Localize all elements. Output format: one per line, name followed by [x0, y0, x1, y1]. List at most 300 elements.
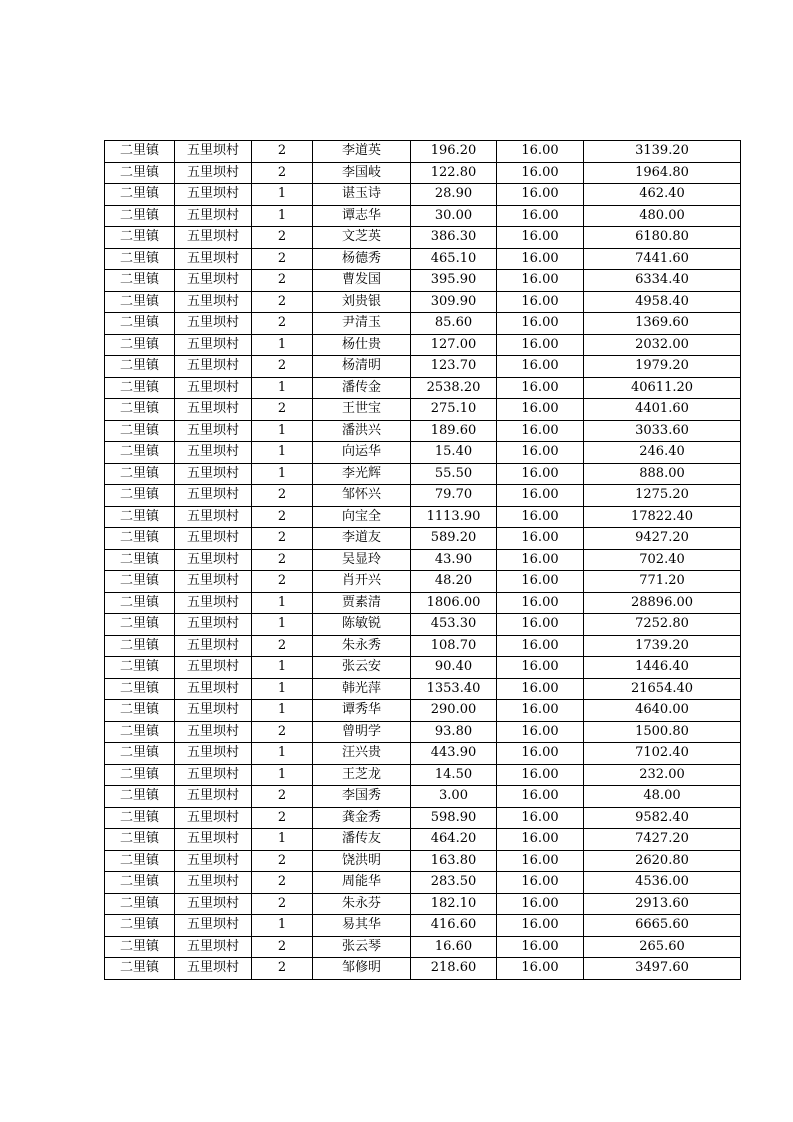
- cell-area: 127.00: [411, 334, 497, 356]
- cell-name: 易其华: [313, 915, 411, 937]
- cell-village: 五里坝村: [175, 399, 252, 421]
- cell-village: 五里坝村: [175, 356, 252, 378]
- cell-town: 二里镇: [105, 205, 175, 227]
- table-row: [105, 420, 741, 442]
- cell-village: 五里坝村: [175, 700, 252, 722]
- cell-name: 汪兴贵: [313, 743, 411, 765]
- cell-town: 二里镇: [105, 829, 175, 851]
- cell-rate: 16.00: [497, 528, 584, 550]
- cell-name: 谭志华: [313, 205, 411, 227]
- cell-rate: 16.00: [497, 786, 584, 808]
- cell-area: 16.60: [411, 936, 497, 958]
- cell-area: 309.90: [411, 291, 497, 313]
- cell-rate: 16.00: [497, 356, 584, 378]
- cell-name: 邹修明: [313, 958, 411, 980]
- cell-amount: 40611.20: [584, 377, 741, 399]
- cell-name: 龚金秀: [313, 807, 411, 829]
- cell-area: 443.90: [411, 743, 497, 765]
- cell-amount: 7441.60: [584, 248, 741, 270]
- table-row: [105, 184, 741, 206]
- cell-count: 1: [252, 829, 313, 851]
- cell-village: 五里坝村: [175, 786, 252, 808]
- table-row: [105, 872, 741, 894]
- cell-name: 贾素清: [313, 592, 411, 614]
- cell-amount: 3033.60: [584, 420, 741, 442]
- cell-count: 2: [252, 635, 313, 657]
- cell-town: 二里镇: [105, 614, 175, 636]
- cell-count: 2: [252, 571, 313, 593]
- cell-amount: 1446.40: [584, 657, 741, 679]
- cell-name: 潘传友: [313, 829, 411, 851]
- cell-count: 1: [252, 420, 313, 442]
- cell-town: 二里镇: [105, 721, 175, 743]
- cell-name: 韩光萍: [313, 678, 411, 700]
- cell-village: 五里坝村: [175, 463, 252, 485]
- cell-village: 五里坝村: [175, 958, 252, 980]
- cell-amount: 2620.80: [584, 850, 741, 872]
- cell-rate: 16.00: [497, 399, 584, 421]
- cell-count: 2: [252, 872, 313, 894]
- cell-count: 2: [252, 893, 313, 915]
- cell-rate: 16.00: [497, 442, 584, 464]
- cell-name: 李国秀: [313, 786, 411, 808]
- cell-amount: 1964.80: [584, 162, 741, 184]
- cell-amount: 1979.20: [584, 356, 741, 378]
- cell-village: 五里坝村: [175, 657, 252, 679]
- cell-area: 283.50: [411, 872, 497, 894]
- cell-area: 55.50: [411, 463, 497, 485]
- cell-amount: 4536.00: [584, 872, 741, 894]
- cell-amount: 9427.20: [584, 528, 741, 550]
- table-row: [105, 571, 741, 593]
- cell-amount: 265.60: [584, 936, 741, 958]
- cell-village: 五里坝村: [175, 184, 252, 206]
- cell-town: 二里镇: [105, 872, 175, 894]
- cell-name: 杨清明: [313, 356, 411, 378]
- cell-rate: 16.00: [497, 721, 584, 743]
- cell-village: 五里坝村: [175, 162, 252, 184]
- cell-area: 43.90: [411, 549, 497, 571]
- cell-town: 二里镇: [105, 850, 175, 872]
- cell-town: 二里镇: [105, 657, 175, 679]
- table-row: [105, 893, 741, 915]
- cell-count: 1: [252, 764, 313, 786]
- cell-area: 598.90: [411, 807, 497, 829]
- cell-rate: 16.00: [497, 850, 584, 872]
- cell-town: 二里镇: [105, 807, 175, 829]
- cell-rate: 16.00: [497, 592, 584, 614]
- cell-count: 1: [252, 463, 313, 485]
- cell-area: 218.60: [411, 958, 497, 980]
- cell-rate: 16.00: [497, 420, 584, 442]
- cell-area: 465.10: [411, 248, 497, 270]
- table-row: [105, 786, 741, 808]
- cell-village: 五里坝村: [175, 205, 252, 227]
- cell-count: 1: [252, 743, 313, 765]
- cell-town: 二里镇: [105, 678, 175, 700]
- cell-name: 曹发国: [313, 270, 411, 292]
- cell-town: 二里镇: [105, 356, 175, 378]
- cell-rate: 16.00: [497, 936, 584, 958]
- cell-name: 张云安: [313, 657, 411, 679]
- cell-rate: 16.00: [497, 205, 584, 227]
- cell-village: 五里坝村: [175, 291, 252, 313]
- cell-town: 二里镇: [105, 506, 175, 528]
- cell-rate: 16.00: [497, 377, 584, 399]
- table-row: [105, 141, 741, 163]
- cell-count: 2: [252, 313, 313, 335]
- table-row: [105, 936, 741, 958]
- cell-amount: 1275.20: [584, 485, 741, 507]
- cell-village: 五里坝村: [175, 485, 252, 507]
- cell-name: 张云琴: [313, 936, 411, 958]
- table-row: [105, 614, 741, 636]
- cell-village: 五里坝村: [175, 571, 252, 593]
- cell-name: 王世宝: [313, 399, 411, 421]
- cell-name: 李道英: [313, 141, 411, 163]
- cell-area: 386.30: [411, 227, 497, 249]
- cell-town: 二里镇: [105, 485, 175, 507]
- cell-amount: 7427.20: [584, 829, 741, 851]
- cell-name: 谌玉诗: [313, 184, 411, 206]
- cell-town: 二里镇: [105, 743, 175, 765]
- cell-village: 五里坝村: [175, 442, 252, 464]
- cell-town: 二里镇: [105, 377, 175, 399]
- cell-amount: 3139.20: [584, 141, 741, 163]
- cell-rate: 16.00: [497, 743, 584, 765]
- cell-count: 2: [252, 227, 313, 249]
- cell-village: 五里坝村: [175, 807, 252, 829]
- cell-town: 二里镇: [105, 442, 175, 464]
- cell-town: 二里镇: [105, 635, 175, 657]
- cell-village: 五里坝村: [175, 915, 252, 937]
- cell-village: 五里坝村: [175, 850, 252, 872]
- cell-town: 二里镇: [105, 270, 175, 292]
- cell-rate: 16.00: [497, 227, 584, 249]
- table-row: [105, 678, 741, 700]
- cell-count: 1: [252, 592, 313, 614]
- cell-amount: 28896.00: [584, 592, 741, 614]
- cell-name: 杨仕贵: [313, 334, 411, 356]
- cell-amount: 2032.00: [584, 334, 741, 356]
- cell-area: 416.60: [411, 915, 497, 937]
- cell-rate: 16.00: [497, 915, 584, 937]
- cell-amount: 6665.60: [584, 915, 741, 937]
- cell-village: 五里坝村: [175, 141, 252, 163]
- cell-area: 122.80: [411, 162, 497, 184]
- cell-count: 2: [252, 936, 313, 958]
- cell-amount: 7102.40: [584, 743, 741, 765]
- cell-name: 朱永秀: [313, 635, 411, 657]
- cell-town: 二里镇: [105, 936, 175, 958]
- cell-town: 二里镇: [105, 141, 175, 163]
- cell-area: 108.70: [411, 635, 497, 657]
- cell-area: 1113.90: [411, 506, 497, 528]
- cell-name: 王芝龙: [313, 764, 411, 786]
- cell-area: 30.00: [411, 205, 497, 227]
- cell-area: 589.20: [411, 528, 497, 550]
- cell-amount: 17822.40: [584, 506, 741, 528]
- table-row: [105, 764, 741, 786]
- cell-rate: 16.00: [497, 958, 584, 980]
- cell-rate: 16.00: [497, 291, 584, 313]
- cell-count: 2: [252, 399, 313, 421]
- cell-amount: 21654.40: [584, 678, 741, 700]
- cell-town: 二里镇: [105, 893, 175, 915]
- cell-amount: 9582.40: [584, 807, 741, 829]
- cell-town: 二里镇: [105, 420, 175, 442]
- table-row: [105, 850, 741, 872]
- cell-amount: 702.40: [584, 549, 741, 571]
- cell-rate: 16.00: [497, 248, 584, 270]
- cell-count: 2: [252, 506, 313, 528]
- cell-count: 2: [252, 807, 313, 829]
- cell-town: 二里镇: [105, 334, 175, 356]
- cell-name: 向宝全: [313, 506, 411, 528]
- cell-area: 453.30: [411, 614, 497, 636]
- cell-amount: 232.00: [584, 764, 741, 786]
- cell-name: 李国岐: [313, 162, 411, 184]
- cell-rate: 16.00: [497, 506, 584, 528]
- cell-rate: 16.00: [497, 184, 584, 206]
- cell-area: 1353.40: [411, 678, 497, 700]
- cell-town: 二里镇: [105, 700, 175, 722]
- cell-village: 五里坝村: [175, 721, 252, 743]
- cell-rate: 16.00: [497, 893, 584, 915]
- cell-name: 朱永芬: [313, 893, 411, 915]
- cell-village: 五里坝村: [175, 420, 252, 442]
- cell-name: 邹怀兴: [313, 485, 411, 507]
- cell-rate: 16.00: [497, 614, 584, 636]
- cell-amount: 1739.20: [584, 635, 741, 657]
- cell-count: 2: [252, 485, 313, 507]
- cell-count: 1: [252, 442, 313, 464]
- cell-town: 二里镇: [105, 291, 175, 313]
- cell-town: 二里镇: [105, 571, 175, 593]
- cell-count: 2: [252, 958, 313, 980]
- cell-name: 向运华: [313, 442, 411, 464]
- cell-area: 395.90: [411, 270, 497, 292]
- cell-name: 刘贵银: [313, 291, 411, 313]
- table-row: [105, 506, 741, 528]
- cell-count: 1: [252, 700, 313, 722]
- cell-amount: 4640.00: [584, 700, 741, 722]
- cell-name: 杨德秀: [313, 248, 411, 270]
- cell-amount: 246.40: [584, 442, 741, 464]
- cell-count: 2: [252, 786, 313, 808]
- cell-name: 周能华: [313, 872, 411, 894]
- cell-village: 五里坝村: [175, 270, 252, 292]
- cell-village: 五里坝村: [175, 334, 252, 356]
- cell-village: 五里坝村: [175, 592, 252, 614]
- cell-count: 1: [252, 377, 313, 399]
- cell-count: 2: [252, 141, 313, 163]
- cell-town: 二里镇: [105, 549, 175, 571]
- cell-town: 二里镇: [105, 764, 175, 786]
- cell-name: 饶洪明: [313, 850, 411, 872]
- cell-name: 李光辉: [313, 463, 411, 485]
- cell-count: 2: [252, 356, 313, 378]
- cell-amount: 462.40: [584, 184, 741, 206]
- cell-name: 潘传金: [313, 377, 411, 399]
- cell-rate: 16.00: [497, 485, 584, 507]
- table-row: [105, 205, 741, 227]
- cell-amount: 6334.40: [584, 270, 741, 292]
- cell-town: 二里镇: [105, 592, 175, 614]
- table-body: [105, 141, 741, 980]
- cell-count: 1: [252, 184, 313, 206]
- cell-town: 二里镇: [105, 184, 175, 206]
- table-row: [105, 162, 741, 184]
- cell-town: 二里镇: [105, 786, 175, 808]
- cell-count: 2: [252, 721, 313, 743]
- cell-name: 文芝英: [313, 227, 411, 249]
- cell-amount: 6180.80: [584, 227, 741, 249]
- cell-rate: 16.00: [497, 807, 584, 829]
- cell-name: 吴显玲: [313, 549, 411, 571]
- cell-amount: 3497.60: [584, 958, 741, 980]
- cell-count: 2: [252, 549, 313, 571]
- cell-count: 2: [252, 850, 313, 872]
- cell-rate: 16.00: [497, 162, 584, 184]
- cell-amount: 2913.60: [584, 893, 741, 915]
- cell-area: 196.20: [411, 141, 497, 163]
- cell-area: 275.10: [411, 399, 497, 421]
- cell-name: 尹清玉: [313, 313, 411, 335]
- table-row: [105, 743, 741, 765]
- cell-village: 五里坝村: [175, 506, 252, 528]
- cell-village: 五里坝村: [175, 872, 252, 894]
- cell-area: 15.40: [411, 442, 497, 464]
- cell-count: 2: [252, 291, 313, 313]
- cell-town: 二里镇: [105, 915, 175, 937]
- table-row: [105, 313, 741, 335]
- cell-area: 93.80: [411, 721, 497, 743]
- cell-village: 五里坝村: [175, 635, 252, 657]
- table-row: [105, 399, 741, 421]
- cell-count: 2: [252, 270, 313, 292]
- cell-village: 五里坝村: [175, 227, 252, 249]
- table-row: [105, 635, 741, 657]
- cell-village: 五里坝村: [175, 549, 252, 571]
- cell-count: 1: [252, 614, 313, 636]
- table-row: [105, 915, 741, 937]
- cell-area: 85.60: [411, 313, 497, 335]
- cell-rate: 16.00: [497, 657, 584, 679]
- table-row: [105, 463, 741, 485]
- cell-rate: 16.00: [497, 829, 584, 851]
- cell-name: 潘洪兴: [313, 420, 411, 442]
- data-table: [104, 140, 741, 980]
- cell-amount: 4401.60: [584, 399, 741, 421]
- table-row: [105, 227, 741, 249]
- cell-rate: 16.00: [497, 141, 584, 163]
- table-row: [105, 592, 741, 614]
- cell-village: 五里坝村: [175, 313, 252, 335]
- cell-count: 1: [252, 657, 313, 679]
- table-row: [105, 958, 741, 980]
- cell-area: 14.50: [411, 764, 497, 786]
- table-row: [105, 528, 741, 550]
- cell-area: 290.00: [411, 700, 497, 722]
- cell-village: 五里坝村: [175, 743, 252, 765]
- cell-village: 五里坝村: [175, 614, 252, 636]
- cell-name: 谭秀华: [313, 700, 411, 722]
- cell-village: 五里坝村: [175, 528, 252, 550]
- table-row: [105, 291, 741, 313]
- cell-amount: 1369.60: [584, 313, 741, 335]
- cell-count: 1: [252, 915, 313, 937]
- cell-count: 2: [252, 162, 313, 184]
- cell-area: 48.20: [411, 571, 497, 593]
- cell-area: 3.00: [411, 786, 497, 808]
- cell-count: 1: [252, 205, 313, 227]
- cell-rate: 16.00: [497, 764, 584, 786]
- table-row: [105, 377, 741, 399]
- table-row: [105, 334, 741, 356]
- cell-village: 五里坝村: [175, 893, 252, 915]
- cell-area: 1806.00: [411, 592, 497, 614]
- cell-amount: 771.20: [584, 571, 741, 593]
- cell-amount: 7252.80: [584, 614, 741, 636]
- table-row: [105, 442, 741, 464]
- cell-town: 二里镇: [105, 528, 175, 550]
- cell-rate: 16.00: [497, 313, 584, 335]
- cell-rate: 16.00: [497, 270, 584, 292]
- cell-area: 163.80: [411, 850, 497, 872]
- cell-rate: 16.00: [497, 872, 584, 894]
- cell-name: 肖开兴: [313, 571, 411, 593]
- table-row: [105, 248, 741, 270]
- table-row: [105, 356, 741, 378]
- cell-amount: 48.00: [584, 786, 741, 808]
- cell-village: 五里坝村: [175, 678, 252, 700]
- cell-count: 1: [252, 678, 313, 700]
- cell-amount: 1500.80: [584, 721, 741, 743]
- cell-rate: 16.00: [497, 334, 584, 356]
- cell-town: 二里镇: [105, 958, 175, 980]
- cell-village: 五里坝村: [175, 829, 252, 851]
- cell-amount: 480.00: [584, 205, 741, 227]
- table-row: [105, 807, 741, 829]
- table-row: [105, 549, 741, 571]
- cell-amount: 4958.40: [584, 291, 741, 313]
- table-row: [105, 657, 741, 679]
- table-row: [105, 485, 741, 507]
- cell-area: 189.60: [411, 420, 497, 442]
- cell-count: 2: [252, 248, 313, 270]
- table-row: [105, 829, 741, 851]
- cell-rate: 16.00: [497, 571, 584, 593]
- table-row: [105, 721, 741, 743]
- cell-area: 464.20: [411, 829, 497, 851]
- cell-area: 2538.20: [411, 377, 497, 399]
- cell-name: 陈敏锐: [313, 614, 411, 636]
- cell-rate: 16.00: [497, 463, 584, 485]
- table-row: [105, 270, 741, 292]
- cell-area: 28.90: [411, 184, 497, 206]
- cell-count: 2: [252, 528, 313, 550]
- cell-village: 五里坝村: [175, 764, 252, 786]
- cell-town: 二里镇: [105, 313, 175, 335]
- cell-village: 五里坝村: [175, 936, 252, 958]
- cell-village: 五里坝村: [175, 377, 252, 399]
- cell-name: 李道友: [313, 528, 411, 550]
- cell-town: 二里镇: [105, 227, 175, 249]
- cell-area: 79.70: [411, 485, 497, 507]
- cell-town: 二里镇: [105, 463, 175, 485]
- cell-town: 二里镇: [105, 399, 175, 421]
